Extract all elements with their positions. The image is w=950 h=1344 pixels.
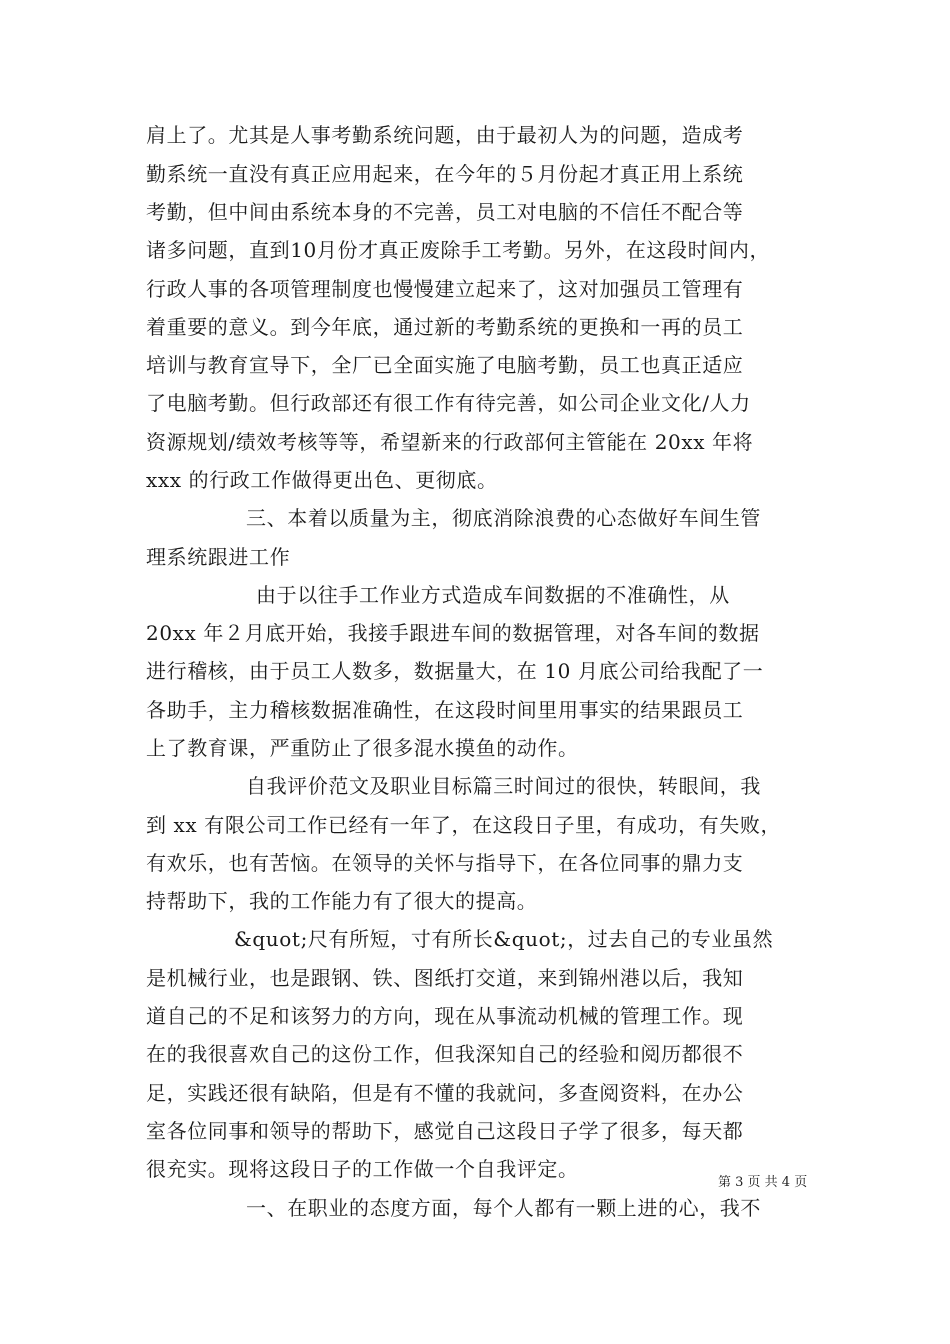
- text-line: &quot;尺有所短，寸有所长&quot;，过去自己的专业虽然: [234, 927, 774, 951]
- text-line: 在的我很喜欢自己的这份工作，但我深知自己的经验和阅历都很不: [146, 1042, 744, 1066]
- text-line: 进行稽核，由于员工人数多，数据量大，在 10 月底公司给我配了一: [146, 659, 764, 683]
- text-line: 20xx 年２月底开始，我接手跟进车间的数据管理，对各车间的数据: [146, 621, 760, 645]
- text-line: 上了教育课，严重防止了很多混水摸鱼的动作。: [146, 736, 579, 760]
- text-line: 着重要的意义。到今年底，通过新的考勤系统的更换和一再的员工: [146, 315, 744, 339]
- text-line: 是机械行业，也是跟钢、铁、图纸打交道，来到锦州港以后，我知: [146, 966, 744, 990]
- text-line: 培训与教育宣导下，全厂已全面实施了电脑考勤，员工也真正适应: [146, 353, 744, 377]
- text-line: 持帮助下，我的工作能力有了很大的提高。: [146, 889, 538, 913]
- text-line: 足，实践还很有缺陷，但是有不懂的我就问，多查阅资料，在办公: [146, 1081, 744, 1105]
- text-line: 一、在职业的态度方面，每个人都有一颗上进的心，我不: [246, 1196, 761, 1220]
- text-line: 资源规划/绩效考核等等，希望新来的行政部何主管能在 20xx 年将: [146, 430, 754, 454]
- section-heading: 理系统跟进工作: [146, 545, 291, 569]
- text-line: 室各位同事和领导的帮助下，感觉自己这段日子学了很多，每天都: [146, 1119, 744, 1143]
- text-line: 自我评价范文及职业目标篇三时间过的很快，转眼间，我: [246, 774, 761, 798]
- text-line: 各助手，主力稽核数据准确性，在这段时间里用事实的结果跟员工: [146, 698, 744, 722]
- text-line: 行政人事的各项管理制度也慢慢建立起来了，这对加强员工管理有: [146, 277, 744, 301]
- page-number-footer: 第 3 页 共 4 页: [718, 1175, 808, 1190]
- text-line: 有欢乐，也有苦恼。在领导的关怀与指导下，在各位同事的鼎力支: [146, 851, 744, 875]
- text-line: 了电脑考勤。但行政部还有很工作有待完善，如公司企业文化/人力: [146, 391, 751, 415]
- text-line: 到 xx 有限公司工作已经有一年了，在这段日子里，有成功，有失败，: [146, 813, 782, 837]
- text-line: 诸多问题，直到10月份才真正废除手工考勤。另外，在这段时间内，: [146, 238, 771, 262]
- text-line: 道自己的不足和该努力的方向，现在从事流动机械的管理工作。现: [146, 1004, 744, 1028]
- text-line: 很充实。现将这段日子的工作做一个自我评定。: [146, 1157, 579, 1181]
- text-line: 考勤，但中间由系统本身的不完善，员工对电脑的不信任不配合等: [146, 200, 744, 224]
- text-line: 勤系统一直没有真正应用起来，在今年的５月份起才真正用上系统: [146, 162, 744, 186]
- text-line: 肩上了。尤其是人事考勤系统问题，由于最初人为的问题，造成考: [146, 123, 744, 147]
- text-line: 由于以往手工作业方式造成车间数据的不准确性，从: [256, 583, 730, 607]
- text-line: xxx 的行政工作做得更出色、更彻底。: [146, 468, 498, 492]
- section-heading: 三、本着以质量为主，彻底消除浪费的心态做好车间生管: [246, 506, 761, 530]
